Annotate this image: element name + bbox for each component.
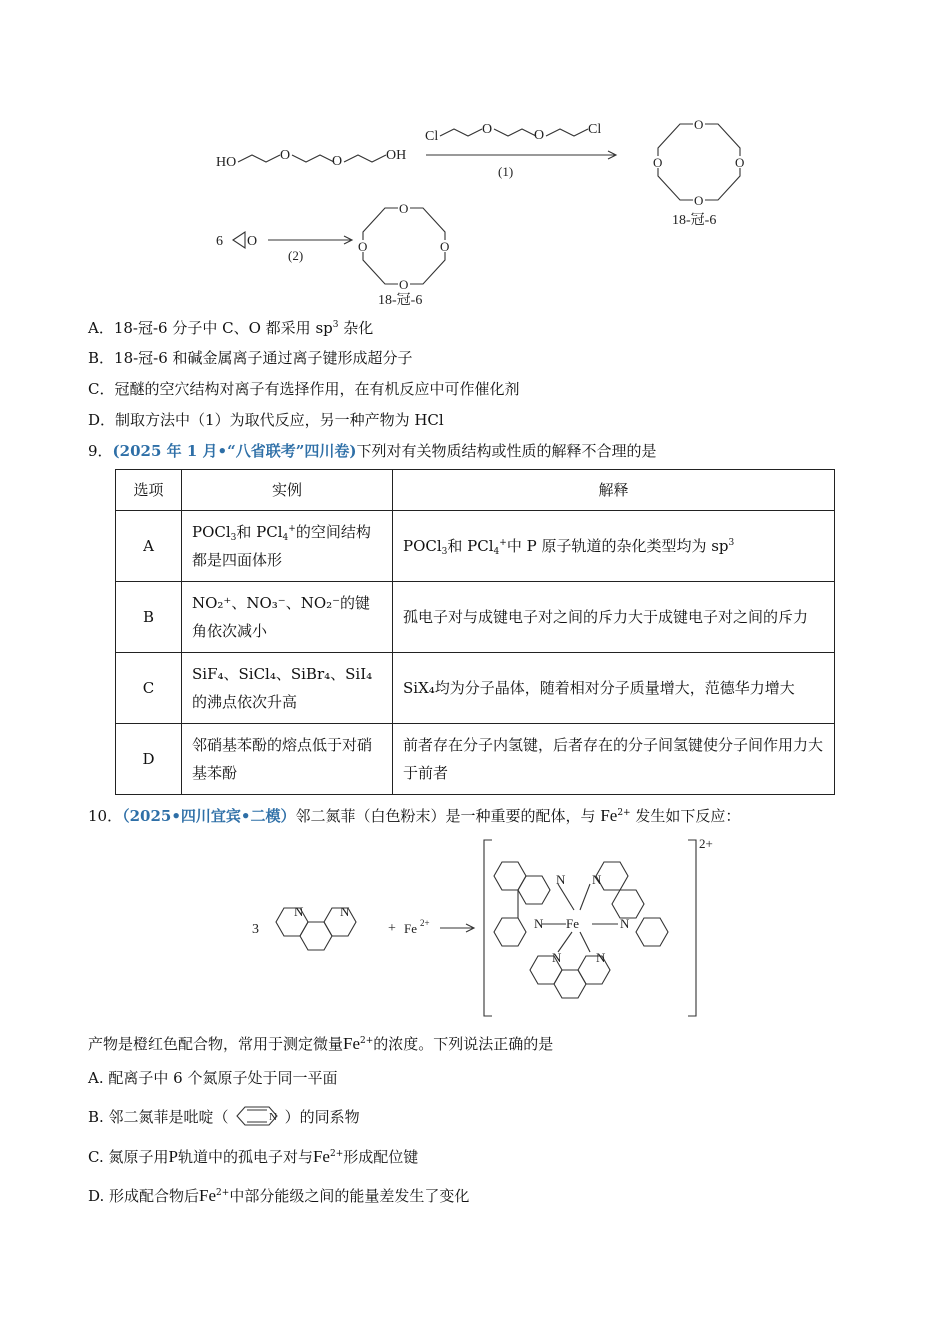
svg-text:O: O — [358, 239, 368, 254]
svg-text:O: O — [735, 155, 745, 170]
table-row: A POCl$_3$和 PCl$_4$+的空间结构都是四面体形 POCl$_3$和 PCl$_4$+中 P 原子轨道的杂化类型均为 $sp^3$ — [116, 511, 835, 582]
reagent-cl-left: Cl — [425, 129, 439, 144]
header-explanation: 解释 — [393, 470, 835, 511]
q10-option-d: D. 形成配合物后$Fe^{2+}$中部分能级之间的能量差发生了变化 — [88, 1186, 470, 1205]
svg-text:N: N — [620, 916, 630, 931]
crown-ether-synthesis-scheme — [200, 100, 760, 310]
svg-text:N: N — [596, 950, 606, 965]
step-2-label: (2) — [288, 248, 304, 263]
table-row: B NO₂⁺、NO₃⁻、NO₂⁻的键角依次减小 孤电子对与成键电子对之间的斥力大于成键电子对之间的斥力 — [116, 582, 835, 653]
diol-oh: OH — [386, 148, 407, 163]
phenanthroline-reaction-scheme — [240, 832, 740, 1022]
svg-text:O: O — [440, 239, 450, 254]
fe-center: Fe — [566, 916, 579, 931]
fe-reagent: Fe — [404, 921, 417, 936]
svg-text:2+: 2+ — [420, 918, 430, 928]
svg-text:O: O — [399, 201, 409, 216]
svg-text:O: O — [694, 193, 704, 208]
svg-text:O: O — [482, 122, 493, 137]
q8-option-b: B．18-冠-6 和碱金属离子通过离子键形成超分子 — [88, 349, 413, 367]
svg-text:O: O — [399, 277, 409, 292]
q9-stem: 9．(2025 年 1 月•“八省联考”四川卷)下列对有关物质结构或性质的解释不合理的是 — [88, 442, 657, 460]
header-option: 选项 — [116, 470, 182, 511]
svg-text:N: N — [534, 916, 544, 931]
diol-ho: HO — [216, 155, 237, 170]
q8-option-a: A．18-冠-6 分子中 C、O 都采用 $sp^3$ 杂化 — [88, 319, 374, 337]
product-label-1: 18-冠-6 — [672, 213, 717, 228]
q9-source: (2025 年 1 月•“八省联考”四川卷) — [112, 442, 357, 460]
product-label-2: 18-冠-6 — [378, 293, 423, 308]
q10-option-a: A. 配离子中 6 个氮原子处于同一平面 — [88, 1069, 338, 1087]
table-row: C SiF₄、SiCl₄、SiBr₄、SiI₄的沸点依次升高 SiX₄均为分子晶体，随着相对分子质量增大，范德华力增大 — [116, 653, 835, 724]
table-row: D 邻硝基苯酚的熔点低于对硝基苯酚 前者存在分子内氢键，后者存在的分子间氢键使分子间作用力大于前者 — [116, 724, 835, 795]
step-1-label: (1) — [498, 164, 514, 179]
svg-text:O: O — [332, 154, 343, 169]
q10-option-c: C. 氮原子用P轨道中的孤电子对与$Fe^{2+}$形成配位键 — [88, 1147, 419, 1166]
svg-text:N: N — [592, 872, 602, 887]
svg-text:O: O — [694, 117, 704, 132]
complex-charge: 2+ — [699, 836, 713, 851]
pyridine-structure-icon — [229, 1104, 285, 1128]
svg-text:N: N — [340, 904, 350, 919]
q10-stem: 10．（2025•四川宜宾•二模）邻二氮菲（白色粉末）是一种重要的配体，与 $Fe^{2+}$ 发生如下反应： — [88, 806, 741, 825]
ligand-coefficient: 3 — [252, 922, 259, 937]
q10-source: （2025•四川宜宾•二模） — [122, 807, 296, 825]
svg-text:+: + — [388, 921, 396, 936]
header-example: 实例 — [182, 470, 393, 511]
epoxide-coefficient: 6 — [216, 234, 223, 249]
q10-line2: 产物是橙红色配合物，常用于测定微量$Fe^{2+}$的浓度。下列说法正确的是 — [88, 1034, 554, 1053]
svg-text:O: O — [534, 128, 545, 143]
svg-text:O: O — [247, 234, 258, 249]
q8-option-c: C．冠醚的空穴结构对离子有选择作用，在有机反应中可作催化剂 — [88, 380, 520, 398]
svg-text:N: N — [268, 1111, 277, 1123]
reagent-cl-right: Cl — [588, 122, 602, 137]
svg-text:O: O — [653, 155, 663, 170]
svg-text:N: N — [556, 872, 566, 887]
svg-text:N: N — [552, 950, 562, 965]
q10-option-b: B. 邻二氮菲是吡啶（ N ）的同系物 — [88, 1104, 360, 1128]
svg-text:O: O — [280, 148, 291, 163]
q8-option-d: D．制取方法中（1）为取代反应，另一种产物为 HCl — [88, 411, 444, 429]
svg-text:N: N — [294, 904, 304, 919]
q9-table — [115, 469, 835, 795]
